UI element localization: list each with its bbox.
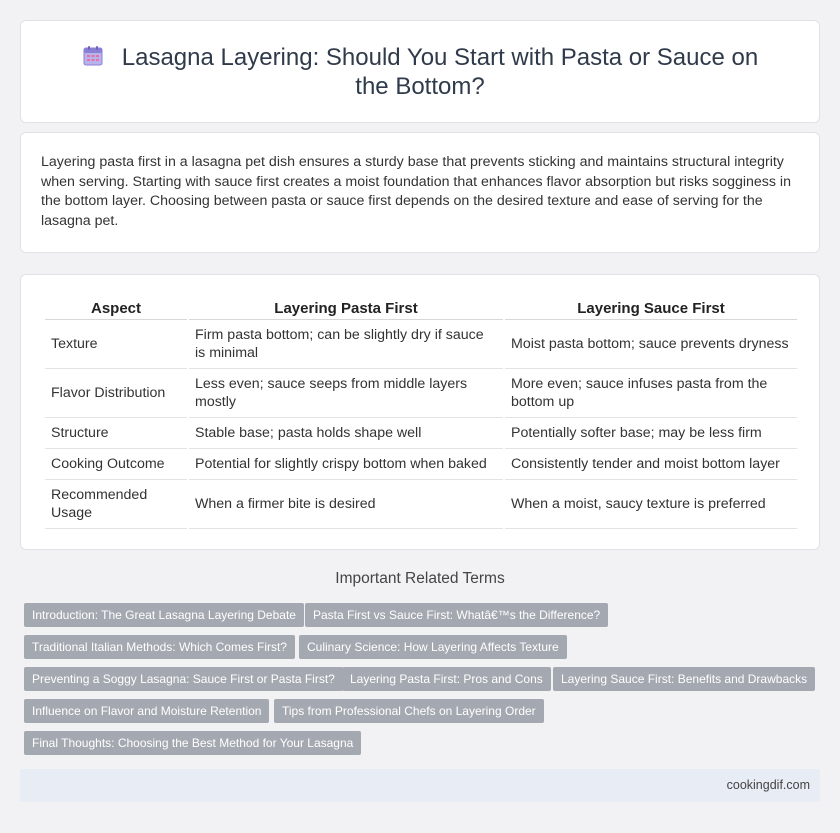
cell-sauce-first: Moist pasta bottom; sauce prevents dryness — [505, 320, 797, 369]
related-tag[interactable]: Pasta First vs Sauce First: Whatâ€™s the Difference? — [305, 603, 608, 627]
title-wrap — [81, 43, 759, 101]
title-card — [20, 20, 820, 123]
cell-pasta-first: Potential for slightly crispy bottom when baked — [189, 449, 503, 480]
cell-sauce-first: Potentially softer base; may be less firm — [505, 418, 797, 449]
related-tag[interactable]: Preventing a Soggy Lasagna: Sauce First or Pasta First? — [24, 667, 343, 691]
cell-pasta-first: Stable base; pasta holds shape well — [189, 418, 503, 449]
cell-sauce-first: More even; sauce infuses pasta from the bottom up — [505, 369, 797, 418]
related-terms-title: Important Related Terms — [335, 570, 505, 587]
cell-sauce-first: When a moist, saucy texture is preferred — [505, 480, 797, 529]
table-header-row — [45, 296, 797, 320]
related-tag[interactable]: Introduction: The Great Lasagna Layering Debate — [24, 603, 304, 627]
table-row — [45, 418, 797, 449]
page-title — [82, 44, 758, 100]
related-tag[interactable]: Influence on Flavor and Moisture Retention — [24, 699, 269, 723]
footer-site-link[interactable]: cookingdif.com — [726, 778, 810, 792]
cell-pasta-first: Less even; sauce seeps from middle layers mostly — [189, 369, 503, 418]
cell-pasta-first: When a firmer bite is desired — [189, 480, 503, 529]
footer — [20, 769, 820, 802]
related-tag[interactable]: Tips from Professional Chefs on Layering Order — [274, 699, 544, 723]
cell-aspect: Flavor Distribution — [45, 369, 187, 418]
cell-aspect: Texture — [45, 320, 187, 369]
comparison-table — [43, 296, 799, 529]
intro-paragraph: Layering pasta first in a lasagna pet dish ensures a sturdy base that prevents sticking and maintains structural integrity when serving. Starting with sauce first creates a moist foundation that enhances flavor absorption but risks sogginess in the bottom layer. Choosing between pasta or sauce first depends on the desired texture and ease of serving for the lasagna pet. — [41, 154, 791, 229]
calendar-icon — [82, 45, 104, 67]
table-row — [45, 320, 797, 369]
table-row — [45, 369, 797, 418]
cell-sauce-first: Consistently tender and moist bottom layer — [505, 449, 797, 480]
header-sauce-first: Layering Sauce First — [505, 296, 797, 320]
header-pasta-first: Layering Pasta First — [189, 296, 503, 320]
header-aspect: Aspect — [45, 296, 187, 320]
comparison-card — [20, 274, 820, 550]
table-row — [45, 449, 797, 480]
related-tag[interactable]: Layering Pasta First: Pros and Cons — [342, 667, 551, 691]
intro-card — [20, 132, 820, 253]
cell-aspect: Recommended Usage — [45, 480, 187, 529]
page-title-text: Lasagna Layering: Should You Start with Pasta or Sauce on the Bottom? — [121, 44, 759, 100]
cell-pasta-first: Firm pasta bottom; can be slightly dry if sauce is minimal — [189, 320, 503, 369]
cell-aspect: Cooking Outcome — [45, 449, 187, 480]
cell-aspect: Structure — [45, 418, 187, 449]
related-tag[interactable]: Layering Sauce First: Benefits and Drawbacks — [553, 667, 815, 691]
table-row — [45, 480, 797, 529]
related-tag[interactable]: Culinary Science: How Layering Affects Texture — [299, 635, 567, 659]
related-tag[interactable]: Traditional Italian Methods: Which Comes First? — [24, 635, 295, 659]
related-tag[interactable]: Final Thoughts: Choosing the Best Method for Your Lasagna — [24, 731, 361, 755]
